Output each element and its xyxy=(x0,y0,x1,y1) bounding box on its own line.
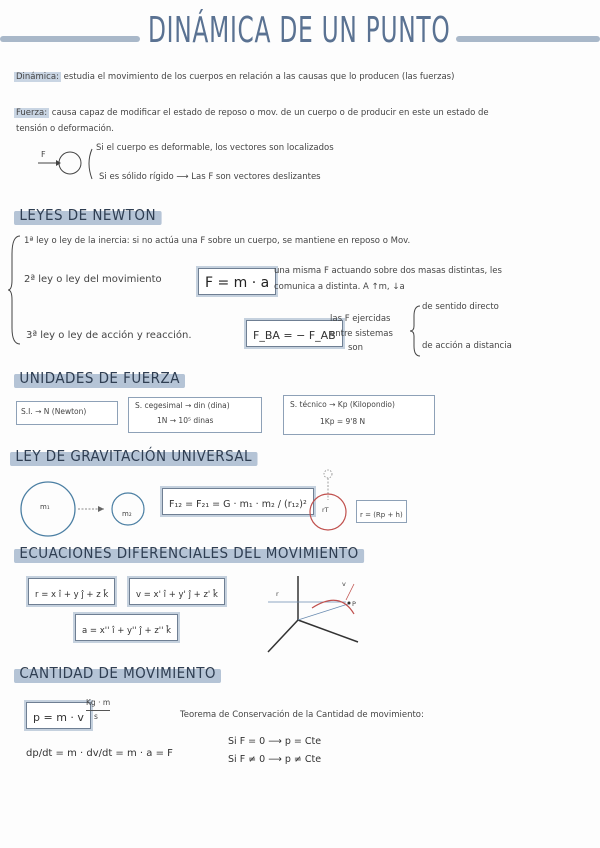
fuerza-text-1: causa capaz de modificar el estado de reposo o mov. de un cuerpo o de producir en este un estado de xyxy=(51,108,489,118)
law-3-note-1: las F ejercidas xyxy=(330,314,391,324)
law-2-formula: F = m · a xyxy=(205,275,270,291)
momentum-units-top: Kg · m xyxy=(86,698,111,707)
momentum-units-bottom: s xyxy=(94,712,98,721)
planet-orbit-diagram xyxy=(304,466,356,540)
momentum-derivative: dp/dt = m · dv/dt = m · a = F xyxy=(26,748,173,759)
dinamica-text: estudia el movimiento de los cuerpos en relación a las causas que lo producen (las fuerzas) xyxy=(63,72,455,82)
fuerza-label: Fuerza: xyxy=(16,108,48,118)
law-3-note-3: son xyxy=(348,343,364,353)
law-2-note-2: comunica a distinta. A ↑m, ↓a xyxy=(274,282,405,292)
dinamica-definition xyxy=(14,72,454,82)
law-1: 1ª ley o ley de la inercia: si no actúa una F sobre un cuerpo, se mantiene en reposo o Mov. xyxy=(24,236,411,246)
law-3-formula: F_BA = − F_AB xyxy=(253,329,336,342)
fuerza-definition xyxy=(14,108,489,118)
case-deformable: Si el cuerpo es deformable, los vectores son localizados xyxy=(96,143,334,153)
mass-2-label: m₂ xyxy=(122,510,132,518)
momentum-formula: p = m · v xyxy=(33,711,84,724)
law-2-note-1: una misma F actuando sobre dos masas distintas, les xyxy=(274,266,502,276)
cantidad-heading: CANTIDAD DE MOVIMIENTO xyxy=(14,663,221,683)
condition-2: Si F ≠ 0 ⟶ p ≠ Cte xyxy=(228,754,322,765)
tec-unit-2: 1Kp = 9'8 N xyxy=(320,417,366,426)
si-unit-box xyxy=(16,401,118,425)
law-3-note-2: entre sistemas xyxy=(330,329,393,339)
gravitation-formula: F₁₂ = F₂₁ = G · m₁ · m₂ / (r₁₂)² xyxy=(169,499,307,510)
cgs-unit-box xyxy=(128,397,262,433)
axis-r-label: r xyxy=(276,590,279,598)
law-3-option-2: de acción a distancia xyxy=(422,341,512,351)
gravitation-formula-box xyxy=(162,488,314,515)
momentum-units-line xyxy=(86,710,110,711)
unidades-heading: UNIDADES DE FUERZA xyxy=(14,368,185,388)
gravitacion-heading: LEY DE GRAVITACIÓN UNIVERSAL xyxy=(10,446,257,466)
law-3-formula-box xyxy=(246,320,343,347)
radius-box xyxy=(356,500,407,523)
law-2-formula-box xyxy=(198,268,276,295)
velocity-vector-box xyxy=(129,578,225,605)
tec-unit-box xyxy=(283,395,435,435)
newton-brace xyxy=(8,234,22,346)
condition-1: Si F = 0 ⟶ p = Cte xyxy=(228,736,322,747)
title-bar-right xyxy=(456,36,600,42)
cgs-unit-2: 1N → 10⁵ dinas xyxy=(157,416,214,425)
title-bar-left xyxy=(0,36,140,42)
law-3-label: 3ª ley o ley de acción y reacción. xyxy=(26,330,192,341)
cgs-unit-1: S. cegesimal → din (dina) xyxy=(135,401,230,410)
dinamica-label: Dinámica: xyxy=(16,72,59,82)
rt-label: rT xyxy=(322,506,329,514)
law-3-brace xyxy=(408,304,422,358)
position-vector-box xyxy=(28,578,115,605)
tec-unit-1: S. técnico → Kp (Kilopondio) xyxy=(290,400,395,409)
radius-formula: r = (Rp + h) xyxy=(360,511,403,519)
case-rigid: Si es sólido rígido ⟶ Las F son vectores deslizantes xyxy=(99,172,321,182)
acceleration-vector-box xyxy=(75,614,178,641)
coordinate-axes-diagram xyxy=(262,572,372,656)
fuerza-text-2: tensión o deformación. xyxy=(16,124,114,134)
newton-heading: LEYES DE NEWTON xyxy=(14,205,161,225)
law-3-option-1: de sentido directo xyxy=(422,302,499,312)
mass-1-label: m₁ xyxy=(40,503,50,511)
conservation-theorem: Teorema de Conservación de la Cantidad de movimiento: xyxy=(180,710,424,720)
ecuaciones-heading: ECUACIONES DIFERENCIALES DEL MOVIMIENTO xyxy=(14,543,364,563)
point-p-label: P xyxy=(352,600,356,608)
position-vector: r = x î + y ĵ + z k̂ xyxy=(35,590,109,600)
page-title: DINÁMICA DE UN PUNTO xyxy=(148,10,451,51)
acceleration-vector: a = x'' î + y'' ĵ + z'' k̂ xyxy=(82,626,172,636)
velocity-label: v xyxy=(342,580,346,588)
momentum-box xyxy=(26,702,91,729)
si-unit: S.I. → N (Newton) xyxy=(21,407,87,416)
velocity-vector: v = x' î + y' ĵ + z' k̂ xyxy=(136,590,218,600)
law-2-label: 2ª ley o ley del movimiento xyxy=(24,274,162,285)
f-label: F xyxy=(41,150,46,159)
